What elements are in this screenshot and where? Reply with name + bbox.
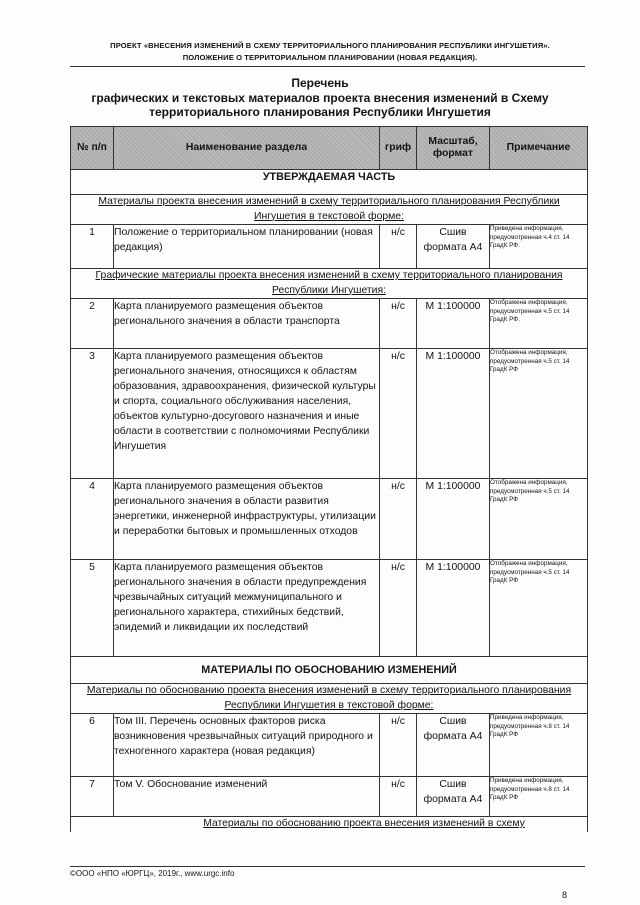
section-approved: УТВЕРЖДАЕМАЯ ЧАСТЬ: [71, 170, 588, 195]
table-row: [71, 225, 588, 269]
row-scale: М 1:100000: [417, 560, 490, 657]
header-num: № п/п: [71, 127, 114, 170]
subsection-row: [71, 817, 588, 832]
materials-table: [70, 126, 588, 832]
row-note: Отображена информация, предусмотренная ч.5 ст. 14 ГрадК РФ: [490, 479, 588, 560]
row-scale: М 1:100000: [417, 349, 490, 479]
list-title-line-1: Перечень: [291, 76, 349, 90]
row-note: Приведена информация, предусмотренная ч.4 ст. 14 ГрадК РФ.: [490, 225, 588, 269]
row-scale: Сшив формата А4: [417, 777, 490, 817]
subsection-justification-text: Материалы по обоснованию проекта внесения изменений в схему территориального планирования Республики Ингушетия в текстовой форме:: [71, 684, 588, 714]
header-grif: гриф: [380, 127, 417, 170]
header-divider: [70, 66, 585, 67]
table-row: [71, 777, 588, 817]
row-name: Положение о территориальном планировании (новая редакция): [114, 225, 380, 269]
row-note: Приведена информация, предусмотренная ч.8 ст. 14 ГрадК РФ: [490, 714, 588, 777]
table-row: [71, 299, 588, 349]
table-row: [71, 349, 588, 479]
list-title-line-3: территориального планирования Республики Ингушетия: [149, 105, 491, 119]
row-num: 7: [71, 777, 114, 817]
row-num: 2: [71, 299, 114, 349]
row-grif: н/с: [380, 777, 417, 817]
row-grif: н/с: [380, 299, 417, 349]
row-name: Том V. Обоснование изменений: [114, 777, 380, 817]
row-scale: М 1:100000: [417, 299, 490, 349]
row-note: Приведена информация, предусмотренная ч.8 ст. 14 ГрадК РФ: [490, 777, 588, 817]
subsection-text-materials: Материалы проекта внесения изменений в схему территориального планирования Республики Ингушетия в текстовой форме:: [71, 195, 588, 225]
section-justification: МАТЕРИАЛЫ ПО ОБОСНОВАНИЮ ИЗМЕНЕНИЙ: [71, 657, 588, 684]
footer-copyright: ©ООО «НПО «ЮРГЦ», 2019г., www.urgc.info: [70, 869, 235, 878]
subsection-row: [71, 684, 588, 714]
document-header: [80, 40, 580, 64]
footer-divider: [70, 866, 585, 867]
row-scale: Сшив формата А4: [417, 714, 490, 777]
table-row: [71, 479, 588, 560]
row-name: Карта планируемого размещения объектов регионального значения, относящихся к областям образования, здравоохранения, физической культуры и спорта, социального обслуживания населения, объектов культурно-досугового назначения и иные области в соответствии с полномочиями Республики Ингушетия: [114, 349, 380, 479]
row-num: 3: [71, 349, 114, 479]
row-note: Отображена информация, предусмотренная ч.5 ст. 14 ГрадК РФ.: [490, 299, 588, 349]
row-num: 6: [71, 714, 114, 777]
table-row: [71, 714, 588, 777]
subsection-justification-graphic: Материалы по обоснованию проекта внесения изменений в схему: [71, 817, 588, 832]
list-title-line-2: графических и текстовых материалов проекта внесения изменений в Схему: [91, 90, 549, 105]
row-scale: М 1:100000: [417, 479, 490, 560]
subsection-row: [71, 195, 588, 225]
row-grif: н/с: [380, 225, 417, 269]
row-note: Отображена информация, предусмотренная ч.5 ст. 14 ГрадК РФ: [490, 560, 588, 657]
table-row: [71, 560, 588, 657]
row-num: 5: [71, 560, 114, 657]
section-heading-row: [71, 170, 588, 195]
page-number: 8: [562, 890, 568, 900]
list-title: [80, 76, 560, 120]
row-note: Отображена информация, предусмотренная ч.5 ст. 14 ГрадК РФ: [490, 349, 588, 479]
row-grif: н/с: [380, 479, 417, 560]
subsection-graphic-materials: Графические материалы проекта внесения изменений в схему территориального планирования Республики Ингушетия:: [71, 269, 588, 299]
header-line-1: ПРОЕКТ «ВНЕСЕНИЯ ИЗМЕНЕНИЙ В СХЕМУ ТЕРРИТОРИАЛЬНОГО ПЛАНИРОВАНИЯ РЕСПУБЛИКИ ИНГУШЕТИЯ».: [110, 41, 550, 50]
row-grif: н/с: [380, 349, 417, 479]
header-scale: Масштаб, формат: [417, 127, 490, 170]
row-num: 4: [71, 479, 114, 560]
table-header-row: [71, 127, 588, 170]
header-line-2: ПОЛОЖЕНИЕ О ТЕРРИТОРИАЛЬНОМ ПЛАНИРОВАНИИ (НОВАЯ РЕДАКЦИЯ).: [182, 53, 478, 62]
row-scale: Сшив формата А4: [417, 225, 490, 269]
row-num: 1: [71, 225, 114, 269]
row-name: Том III. Перечень основных факторов риска возникновения чрезвычайных ситуаций природного и техногенного характера (новая редакция): [114, 714, 380, 777]
row-grif: н/с: [380, 560, 417, 657]
row-name: Карта планируемого размещения объектов регионального значения в области транспорта: [114, 299, 380, 349]
section-heading-row: [71, 657, 588, 684]
row-name: Карта планируемого размещения объектов регионального значения в области развития энергетики, инженерной инфраструктуры, утилизации и переработки бытовых и промышленных отходов: [114, 479, 380, 560]
subsection-row: [71, 269, 588, 299]
header-name: Наименование раздела: [114, 127, 380, 170]
row-grif: н/с: [380, 714, 417, 777]
row-name: Карта планируемого размещения объектов регионального значения в области предупреждения чрезвычайных ситуаций межмуниципального и регионального характера, стихийных бедствий, эпидемий и ликвидации их последствий: [114, 560, 380, 657]
header-note: Примечание: [490, 127, 588, 170]
